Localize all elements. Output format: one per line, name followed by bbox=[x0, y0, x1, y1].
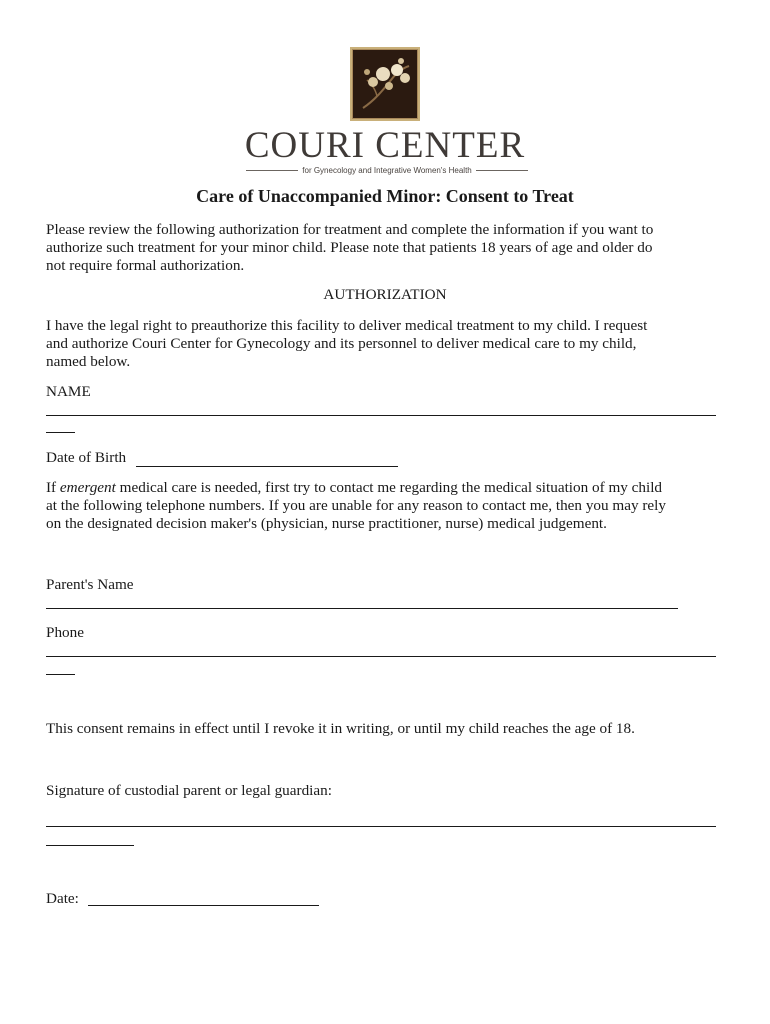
brand-tagline-row bbox=[246, 164, 528, 176]
name-field[interactable] bbox=[46, 415, 716, 416]
emergent-paragraph bbox=[46, 479, 726, 533]
dob-field[interactable] bbox=[136, 466, 398, 467]
phone-label: Phone bbox=[46, 624, 84, 641]
emergent-text-before: If bbox=[46, 479, 60, 496]
phone-field-continuation[interactable] bbox=[46, 674, 75, 675]
name-field-continuation[interactable] bbox=[46, 432, 75, 433]
date-label: Date: bbox=[46, 890, 79, 907]
logo-emblem bbox=[350, 47, 420, 121]
authorization-paragraph: I have the legal right to preauthorize this facility to deliver medical treatment to my child. I request and authorize Couri Center for Gynecology and its personnel to deliver medical care to my child, named below. bbox=[46, 317, 648, 370]
phone-field[interactable] bbox=[46, 656, 716, 657]
tagline-rule-left bbox=[246, 170, 298, 171]
brand-tagline: for Gynecology and Integrative Women's Health bbox=[302, 165, 472, 175]
authorization-heading: AUTHORIZATION bbox=[323, 286, 447, 303]
name-label: NAME bbox=[46, 383, 91, 400]
parent-name-label: Parent's Name bbox=[46, 576, 134, 593]
flower-branch-icon bbox=[353, 50, 417, 118]
signature-field-continuation[interactable] bbox=[46, 845, 134, 846]
signature-label: Signature of custodial parent or legal guardian: bbox=[46, 782, 332, 799]
dob-label: Date of Birth bbox=[46, 449, 127, 466]
emergent-emphasis: emergent bbox=[59, 479, 116, 496]
intro-paragraph: Please review the following authorization for treatment and complete the information if you want to authorize such treatment for your minor child. Please note that patients 18 years of age and older do not require formal authorization. bbox=[46, 221, 654, 274]
date-field[interactable] bbox=[88, 905, 319, 906]
parent-name-field[interactable] bbox=[46, 608, 678, 609]
consent-paragraph: This consent remains in effect until I revoke it in writing, or until my child reaches the age of 18. bbox=[46, 720, 635, 737]
emergent-text-after: medical care is needed, first try to contact me regarding the medical situation of my child at the following telephone numbers. If you are unable for any reason to contact me, then you may rely on the designated decision maker's (physician, nurse practitioner, nurse) medical judgement. bbox=[46, 479, 666, 532]
tagline-rule-right bbox=[476, 170, 528, 171]
document-title: Care of Unaccompanied Minor: Consent to Treat bbox=[196, 186, 574, 206]
signature-field[interactable] bbox=[46, 826, 716, 827]
brand-name: COURI CENTER bbox=[244, 125, 526, 166]
